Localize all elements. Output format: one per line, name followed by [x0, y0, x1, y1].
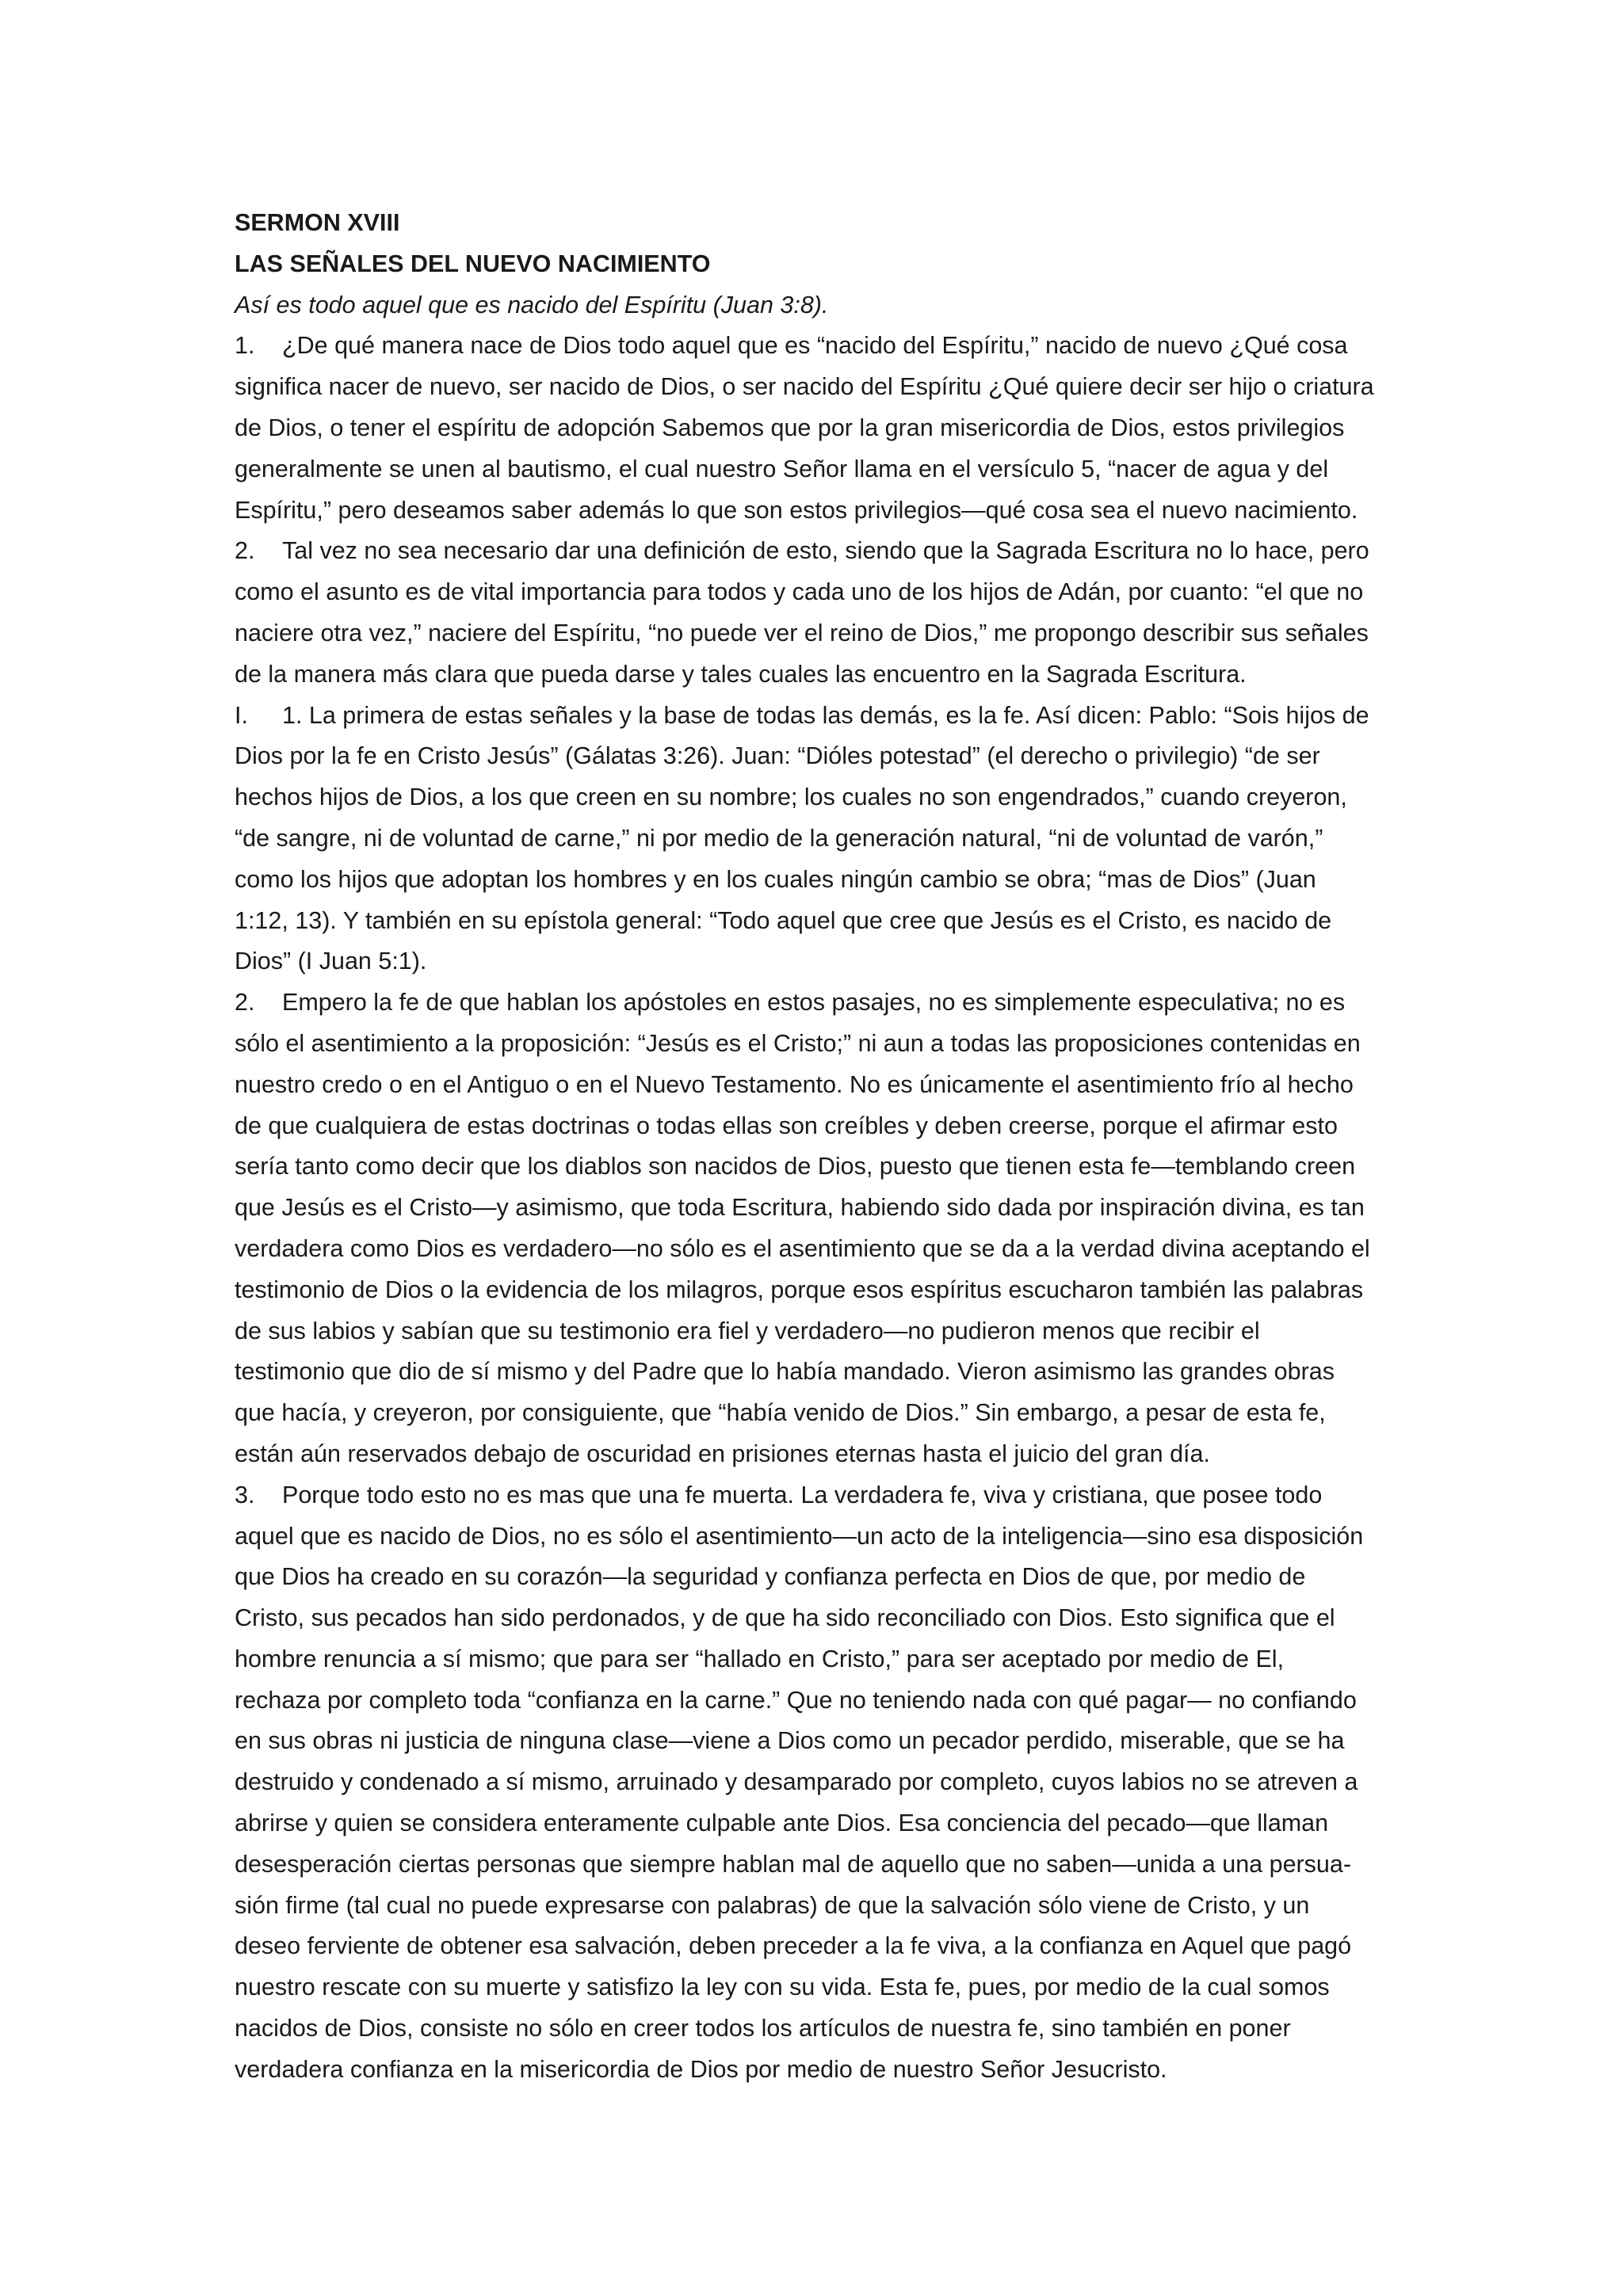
text-line: [235, 1024, 1407, 1065]
text-line: [235, 1434, 1407, 1475]
line-text: de que cualquiera de estas doctrinas o todas ellas son creíbles y deben creerse, porque el afirmar esto: [235, 1112, 1338, 1139]
line-text: significa nacer de nuevo, ser nacido de Dios, o ser nacido del Espíritu ¿Qué quiere decir ser hijo o criatura: [235, 373, 1374, 401]
text-line: [235, 736, 1407, 777]
line-text: testimonio de Dios o la evidencia de los milagros, porque esos espíritus escucharon también las palabras: [235, 1276, 1364, 1303]
line-text: Empero la fe de que hablan los apóstoles en estos pasajes, no es simplemente especulativa; no es: [282, 989, 1346, 1016]
line-text: “de sangre, ni de voluntad de carne,” ni por medio de la generación natural, “ni de voluntad de varón,”: [235, 824, 1323, 852]
line-text: generalmente se unen al bautismo, el cual nuestro Señor llama en el versículo 5, “nacer de agua y del: [235, 455, 1329, 482]
line-text: aquel que es nacido de Dios, no es sólo el asentimiento—un acto de la inteligencia—sino esa disposición: [235, 1522, 1364, 1550]
text-line: [235, 777, 1407, 818]
text-line: [235, 408, 1407, 449]
line-text: rechaza por completo toda “confianza en la carne.” Que no teniendo nada con qué pagar— no confiando: [235, 1686, 1357, 1714]
line-text: 1. La primera de estas señales y la base de todas las demás, es la fe. Así dicen: Pablo: “Sois hijos de: [282, 701, 1369, 729]
line-text: verdadera como Dios es verdadero—no sólo es el asentimiento que se da a la verdad divina aceptando el: [235, 1234, 1370, 1262]
text-line: [235, 1311, 1407, 1352]
paragraph-number: 2.: [235, 537, 255, 565]
line-text: de la manera más clara que pueda darse y tales cuales las encuentro en la Sagrada Escritura.: [235, 660, 1247, 688]
paragraph-number: I.: [235, 701, 248, 729]
text-line: [235, 1967, 1407, 2008]
line-text: nuestro credo o en el Antiguo o en el Nuevo Testamento. No es únicamente el asentimiento frío al hecho: [235, 1070, 1354, 1098]
line-text: ¿De qué manera nace de Dios todo aquel que es “nacido del Espíritu,” nacido de nuevo ¿Qué cosa: [282, 332, 1348, 360]
line-text: de sus labios y sabían que su testimonio era fiel y verdadero—no pudieron menos que recibir el: [235, 1317, 1260, 1344]
text-line: [235, 1721, 1407, 1762]
text-line: [235, 2008, 1407, 2050]
line-text: nacidos de Dios, consiste no sólo en creer todos los artículos de nuestra fe, sino también en poner: [235, 2015, 1291, 2042]
line-text: sión firme (tal cual no puede expresarse con palabras) de que la salvación sólo viene de Cristo, y un: [235, 1891, 1310, 1919]
text-line: [235, 1516, 1407, 1558]
line-text: Dios” (I Juan 5:1).: [235, 948, 427, 975]
paragraph-number: 1.: [235, 332, 255, 360]
text-line: [235, 1639, 1407, 1680]
text-line: [235, 982, 1407, 1024]
line-text: están aún reservados debajo de oscuridad en prisiones eternas hasta el juicio del gran día.: [235, 1440, 1210, 1467]
text-line: [235, 2050, 1407, 2091]
paragraph-number: 3.: [235, 1481, 255, 1508]
text-line: [235, 1146, 1407, 1188]
text-line: [235, 901, 1407, 942]
text-line: [235, 941, 1407, 982]
sermon-title: LAS SEÑALES DEL NUEVO NACIMIENTO: [235, 250, 711, 277]
text-line: [235, 818, 1407, 860]
text-line: [235, 1106, 1407, 1147]
line-text: que hacía, y creyeron, por consiguiente, que “había venido de Dios.” Sin embargo, a pesar de esta fe,: [235, 1399, 1326, 1427]
text-line: [235, 1926, 1407, 1967]
text-line: [235, 696, 1407, 737]
line-text: abrirse y quien se considera enteramente culpable ante Dios. Esa conciencia del pecado—que llaman: [235, 1810, 1329, 1837]
text-line: [235, 654, 1407, 696]
text-line: [235, 613, 1407, 654]
text-line: [235, 1762, 1407, 1803]
line-text: de Dios, o tener el espíritu de adopción Sabemos que por la gran misericordia de Dios, estos privilegios: [235, 414, 1345, 441]
sermon-number: SERMON XVIII: [235, 209, 400, 236]
text-line: [235, 1803, 1407, 1844]
line-text: desesperación ciertas personas que siempre hablan mal de aquello que no saben—unida a una persua-: [235, 1850, 1352, 1878]
line-text: Tal vez no sea necesario dar una definición de esto, siendo que la Sagrada Escritura no lo hace, pero: [282, 537, 1369, 565]
line-text: como el asunto es de vital importancia para todos y cada uno de los hijos de Adán, por cuanto: “el que no: [235, 578, 1364, 606]
line-text: sólo el asentimiento a la proposición: “Jesús es el Cristo;” ni aun a todas las proposiciones contenidas en: [235, 1029, 1361, 1057]
line-text: como los hijos que adoptan los hombres y en los cuales ningún cambio se obra; “mas de Dios” (Juan: [235, 865, 1316, 893]
text-line: [235, 1352, 1407, 1393]
text-line: [235, 326, 1407, 367]
line-text: hechos hijos de Dios, a los que creen en su nombre; los cuales no son engendrados,” cuando creyeron,: [235, 784, 1347, 811]
line-text: en sus obras ni justicia de ninguna clase—viene a Dios como un pecador perdido, miserable, que se ha: [235, 1727, 1345, 1755]
text-line: [235, 531, 1407, 572]
line-text: que Jesús es el Cristo—y asimismo, que toda Escritura, habiendo sido dada por inspiración divina, es tan: [235, 1194, 1365, 1222]
line-text: nuestro rescate con su muerte y satisfizo la ley con su vida. Esta fe, pues, por medio de la cual somos: [235, 1974, 1330, 2001]
text-line: [235, 367, 1407, 408]
line-text: Espíritu,” pero deseamos saber además lo que son estos privilegios—qué cosa sea el nuevo nacimiento.: [235, 496, 1358, 524]
line-text: Porque todo esto no es mas que una fe muerta. La verdadera fe, viva y cristiana, que posee todo: [282, 1481, 1323, 1508]
text-line: [235, 1557, 1407, 1598]
text-line: [235, 490, 1407, 532]
text-line: [235, 1229, 1407, 1270]
text-line: [235, 1475, 1407, 1516]
text-line: [235, 1065, 1407, 1106]
paragraph-number: 2.: [235, 989, 255, 1016]
text-line: [235, 572, 1407, 613]
line-text: 1:12, 13). Y también en su epístola general: “Todo aquel que cree que Jesús es el Cristo, es nacido de: [235, 906, 1332, 934]
text-line: [235, 1680, 1407, 1722]
line-text: verdadera confianza en la misericordia de Dios por medio de nuestro Señor Jesucristo.: [235, 2055, 1167, 2083]
document-page: [235, 203, 1407, 2091]
text-line: [235, 1270, 1407, 1311]
text-line: [235, 1393, 1407, 1434]
line-text: que Dios ha creado en su corazón—la seguridad y confianza perfecta en Dios de que, por medio de: [235, 1563, 1306, 1591]
line-text: destruido y condenado a sí mismo, arruinado y desamparado por completo, cuyos labios no se atreven a: [235, 1768, 1358, 1796]
line-text: sería tanto como decir que los diablos son nacidos de Dios, puesto que tienen esta fe—temblando creen: [235, 1153, 1356, 1180]
line-text: hombre renuncia a sí mismo; que para ser “hallado en Cristo,” para ser aceptado por medio de El,: [235, 1645, 1285, 1672]
line-text: Cristo, sus pecados han sido perdonados, y de que ha sido reconciliado con Dios. Esto significa que el: [235, 1604, 1335, 1632]
line-text: naciere otra vez,” naciere del Espíritu, “no puede ver el reino de Dios,” me propongo describir sus señales: [235, 619, 1369, 646]
text-line: [235, 1598, 1407, 1639]
text-line: [235, 1844, 1407, 1886]
text-line: [235, 1886, 1407, 1927]
line-text: testimonio que dio de sí mismo y del Padre que lo había mandado. Vieron asimismo las grandes obras: [235, 1358, 1335, 1386]
line-text: deseo ferviente de obtener esa salvación, deben preceder a la fe viva, a la confianza en Aquel que pagó: [235, 1932, 1352, 1960]
epigraph: Así es todo aquel que es nacido del Espíritu (Juan 3:8).: [235, 291, 829, 318]
text-line: [235, 1188, 1407, 1229]
text-line: [235, 449, 1407, 490]
text-line: [235, 860, 1407, 901]
line-text: Dios por la fe en Cristo Jesús” (Gálatas 3:26). Juan: “Dióles potestad” (el derecho o privilegio) “de ser: [235, 742, 1320, 770]
sermon-body: [235, 326, 1407, 2090]
